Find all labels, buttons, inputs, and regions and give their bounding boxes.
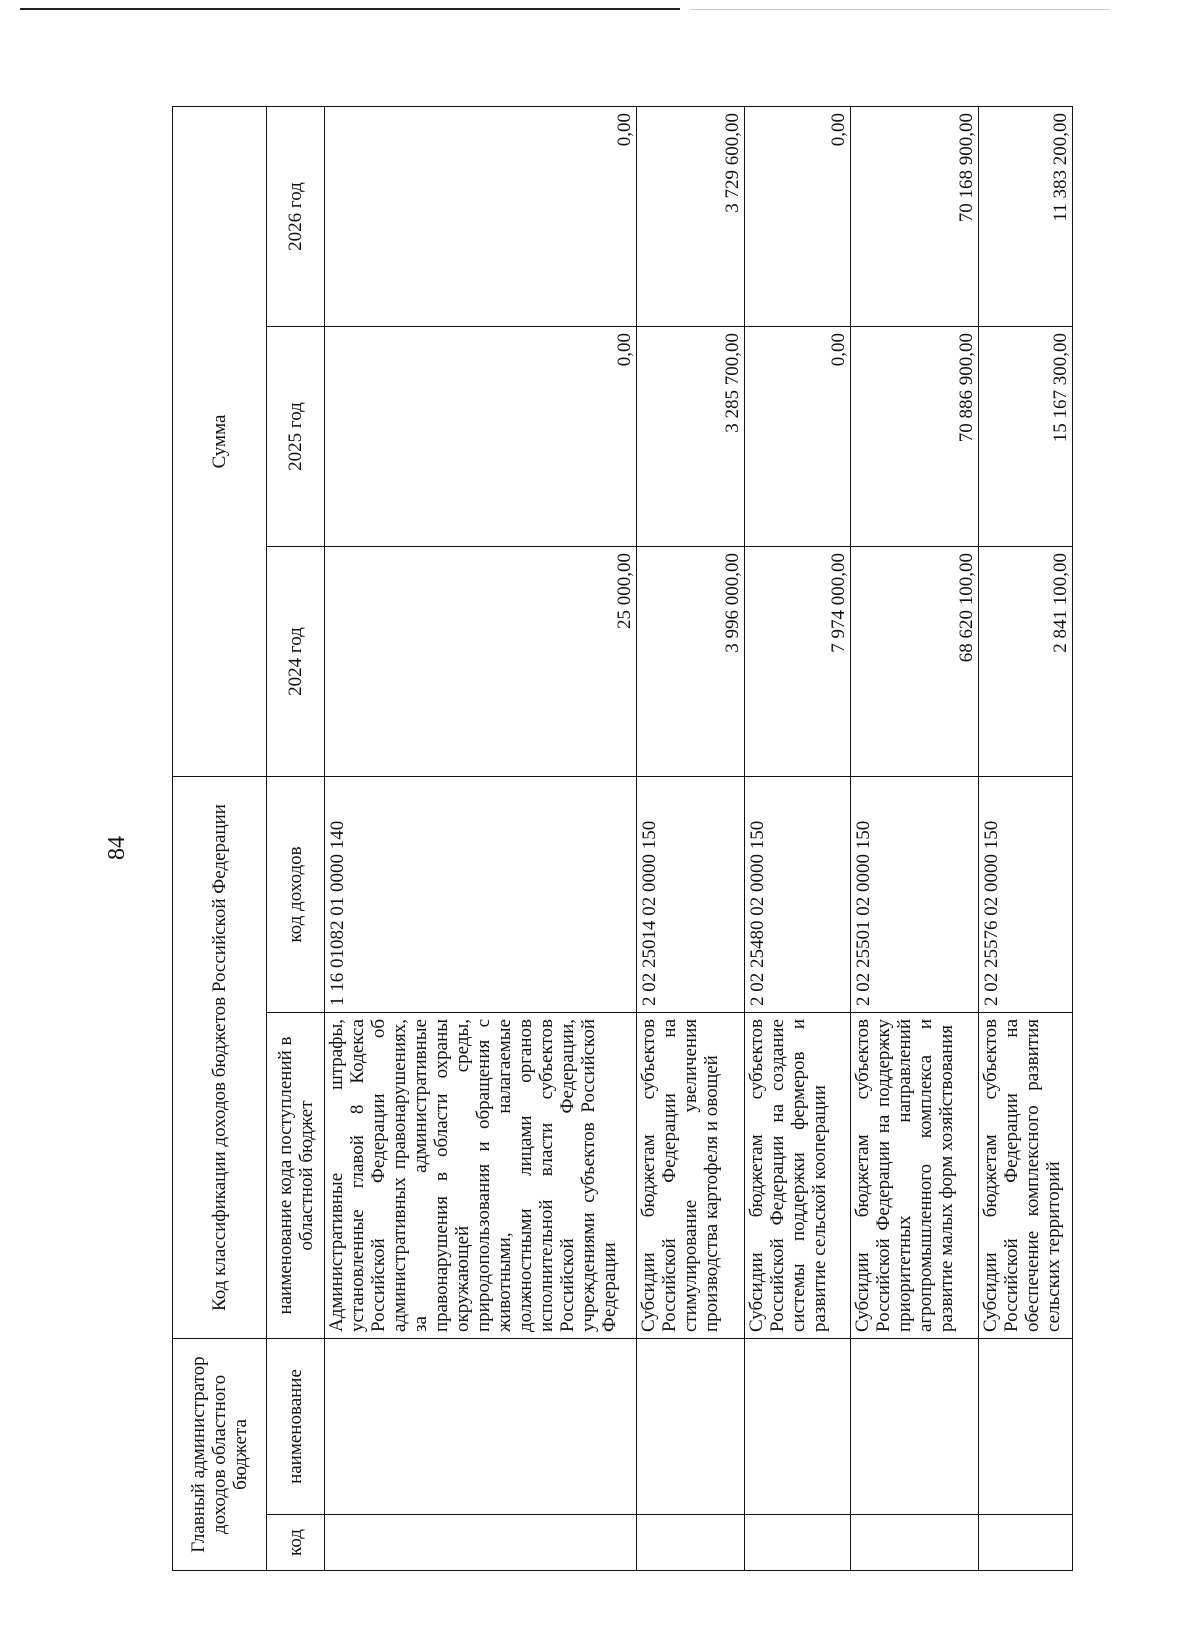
admin-name-cell xyxy=(979,1339,1073,1515)
income-code-cell: 2 02 25501 02 0000 150 xyxy=(851,777,979,1013)
admin-name-cell xyxy=(637,1339,745,1515)
header-col-code: код xyxy=(267,1515,325,1571)
header-classification-group: Код классификации доходов бюджетов Российской Федерации xyxy=(173,777,267,1339)
amount-2025-cell: 0,00 xyxy=(745,327,851,547)
income-name-cell: Административные штрафы, установленные главой 8 Кодекса Российской Федерации об административных правонарушениях, за административные правонарушения в области охраны окружающей среды, природопользования и обращения с животными, налагаемые должностными лицами органов исполнительной власти субъектов Российской Федерации, учреждениями субъектов Российской Федерации xyxy=(325,1013,637,1339)
admin-code-cell xyxy=(325,1515,637,1571)
amount-2024-cell: 3 996 000,00 xyxy=(637,547,745,777)
header-col-income-name: наименование кода поступлений в областной бюджет xyxy=(267,1013,325,1339)
header-row-groups xyxy=(173,106,267,1570)
admin-code-cell xyxy=(745,1515,851,1571)
income-code-cell: 2 02 25480 02 0000 150 xyxy=(745,777,851,1013)
table-row xyxy=(979,106,1073,1570)
header-col-2026: 2026 год xyxy=(267,106,325,326)
header-col-2024: 2024 год xyxy=(267,547,325,777)
amount-2026-cell: 3 729 600,00 xyxy=(637,106,745,326)
amount-2024-cell: 68 620 100,00 xyxy=(851,547,979,777)
top-scan-rule-faint xyxy=(690,9,1110,10)
header-admin-group: Главный администратор доходов областного бюджета xyxy=(173,1339,267,1571)
admin-code-cell xyxy=(637,1515,745,1571)
income-name-cell: Субсидии бюджетам субъектов Российской Федерации на создание системы поддержки фермеров и развитие сельской кооперации xyxy=(745,1013,851,1339)
top-scan-rule xyxy=(20,8,680,10)
amount-2024-cell: 7 974 000,00 xyxy=(745,547,851,777)
admin-code-cell xyxy=(979,1515,1073,1571)
amount-2026-cell: 0,00 xyxy=(325,106,637,326)
table-row xyxy=(851,106,979,1570)
amount-2026-cell: 70 168 900,00 xyxy=(851,106,979,326)
table-row xyxy=(637,106,745,1570)
income-code-cell: 2 02 25014 02 0000 150 xyxy=(637,777,745,1013)
header-sum-group: Сумма xyxy=(173,106,267,776)
table-row xyxy=(745,106,851,1570)
amount-2025-cell: 3 285 700,00 xyxy=(637,327,745,547)
page-number: 84 xyxy=(104,836,130,860)
rotated-table-wrapper xyxy=(172,107,1072,1571)
income-name-cell: Субсидии бюджетам субъектов Российской Федерации на обеспечение комплексного развития сельских территорий xyxy=(979,1013,1073,1339)
table-row xyxy=(325,106,637,1570)
header-col-admin-name: наименование xyxy=(267,1339,325,1515)
income-code-cell: 1 16 01082 01 0000 140 xyxy=(325,777,637,1013)
income-name-cell: Субсидии бюджетам субъектов Российской Федерации на стимулирование увеличения производства картофеля и овощей xyxy=(637,1013,745,1339)
amount-2025-cell: 15 167 300,00 xyxy=(979,327,1073,547)
header-col-income-code: код доходов xyxy=(267,777,325,1013)
admin-code-cell xyxy=(851,1515,979,1571)
amount-2024-cell: 2 841 100,00 xyxy=(979,547,1073,777)
amount-2025-cell: 0,00 xyxy=(325,327,637,547)
revenue-table xyxy=(172,106,1073,1571)
admin-name-cell xyxy=(851,1339,979,1515)
income-name-cell: Субсидии бюджетам субъектов Российской Федерации на поддержку приоритетных направлений агропромышленного комплекса и развитие малых форм хозяйствования xyxy=(851,1013,979,1339)
header-col-2025: 2025 год xyxy=(267,327,325,547)
amount-2026-cell: 11 383 200,00 xyxy=(979,106,1073,326)
admin-name-cell xyxy=(325,1339,637,1515)
admin-name-cell xyxy=(745,1339,851,1515)
amount-2024-cell: 25 000,00 xyxy=(325,547,637,777)
amount-2026-cell: 0,00 xyxy=(745,106,851,326)
income-code-cell: 2 02 25576 02 0000 150 xyxy=(979,777,1073,1013)
amount-2025-cell: 70 886 900,00 xyxy=(851,327,979,547)
header-row-columns xyxy=(267,106,325,1570)
